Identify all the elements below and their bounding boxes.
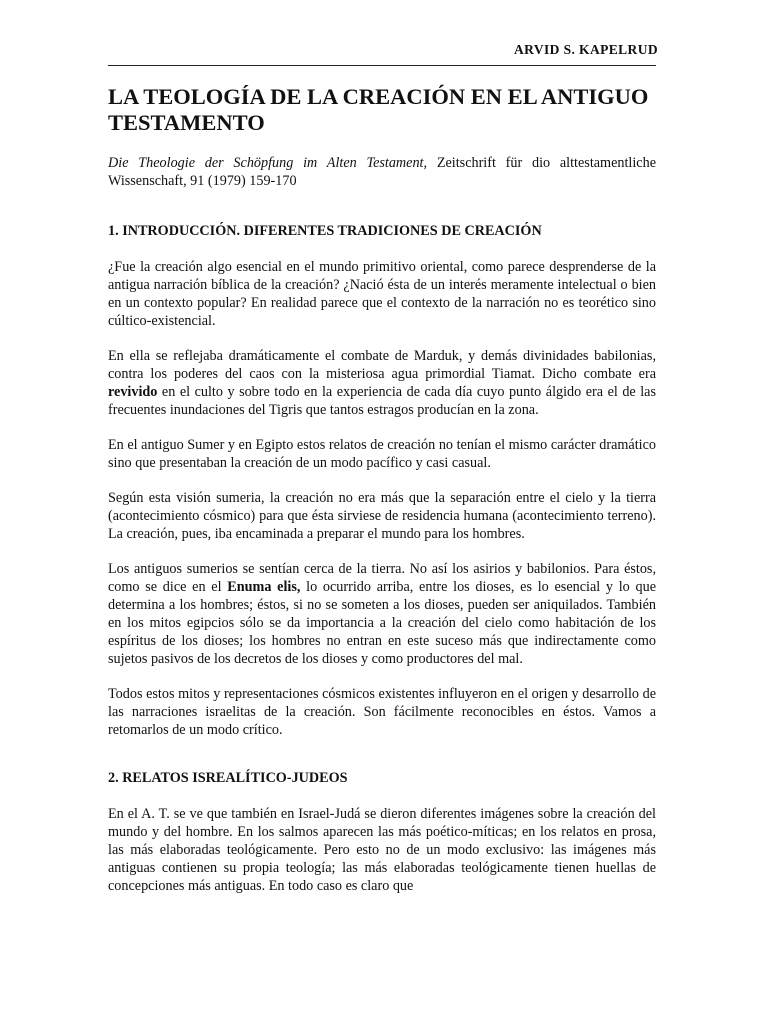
section-1-paragraph-1: ¿Fue la creación algo esencial en el mundo primitivo oriental, como parece desprenderse de la antigua narración bíblica de la creación? ¿Nació ésta de un interés meramente intelectual o bien en un contexto popular? En realidad parece que el contexto de la narración no es teorético sino cúltico-existencial. [108, 259, 656, 329]
section-1-paragraph-6: Todos estos mitos y representaciones cósmicos existentes influyeron en el origen y desarrollo de las narraciones israelitas de la creación. Son fácilmente reconocibles en éstos. Vamos a retomarlos de un modo crítico. [108, 686, 656, 738]
section-1-paragraph-5 [108, 560, 656, 668]
running-header-author: ARVID S. KAPELRUD [514, 42, 658, 57]
paragraph-5-text-a: Los antiguos sumerios se sentían cerca de la tierra. No así los asirios y babilonios. Para éstos, como se dice en el [108, 561, 656, 595]
header-rule [108, 65, 656, 66]
article-body [108, 84, 656, 895]
section-1-heading: 1. INTRODUCCIÓN. DIFERENTES TRADICIONES DE CREACIÓN [108, 223, 542, 239]
section-1-paragraph-4: Según esta visión sumeria, la creación no era más que la separación entre el cielo y la tierra (acontecimiento cósmico) para que ésta sirviese de residencia humana (acontecimiento terreno). La creación, pues, iba encaminada a preparar el mundo para los hombres. [108, 490, 656, 542]
article-title: LA TEOLOGÍA DE LA CREACIÓN EN EL ANTIGUO TESTAMENTO [108, 84, 649, 135]
emphasis-revivido: revivido [108, 384, 158, 400]
paragraph-2-text-a: En ella se reflejaba dramáticamente el combate de Marduk, y demás divinidades babilonias, contra los poderes del caos con la misteriosa agua primordial Tiamat. Dicho combate era [108, 348, 656, 382]
emphasis-enuma-elis: Enuma elis, [227, 579, 301, 595]
citation-details: , Zeitschrift für dio alttestamentliche Wissenschaft, 91 (1979) 159-170 [108, 155, 656, 189]
section-2-heading: 2. RELATOS ISREALÍTICO-JUDEOS [108, 770, 348, 786]
paragraph-2-text-b: en el culto y sobre todo en la experiencia de cada día cuyo punto álgido era el de las frecuentes inundaciones del Tigris que tantos estragos producían en la zona. [108, 384, 656, 418]
citation-original-title: Die Theologie der Schöpfung im Alten Testament [108, 155, 424, 171]
source-citation [108, 154, 656, 190]
section-1-paragraph-3: En el antiguo Sumer y en Egipto estos relatos de creación no tenían el mismo carácter dramático sino que presentaban la creación de un modo pacífico y casi casual. [108, 437, 656, 471]
paragraph-5-text-b: lo ocurrido arriba, entre los dioses, es lo esencial y lo que determina a los hombres; éstos, si no se someten a los dioses, pueden ser aniquilados. También en los mitos egipcios sólo se da importancia a la creación del cielo como habitación de los espíritus de los dioses; los hombres no entran en este suceso más que indirectamente como sujetos pasivos de los decretos de los dioses y como productores del mal. [108, 579, 656, 667]
section-1-paragraph-2 [108, 347, 656, 419]
section-2-paragraph-1: En el A. T. se ve que también en Israel-Judá se dieron diferentes imágenes sobre la creación del mundo y del hombre. En los salmos aparecen las más poético-míticas; en los relatos en prosa, las más elaboradas teológicamente. Pero esto no de un modo exclusivo: las imágenes más antiguas contienen su propia teología; las más elaboradas teológicamente tienen huellas de concepciones más antiguas. En todo caso es claro que [108, 806, 656, 894]
